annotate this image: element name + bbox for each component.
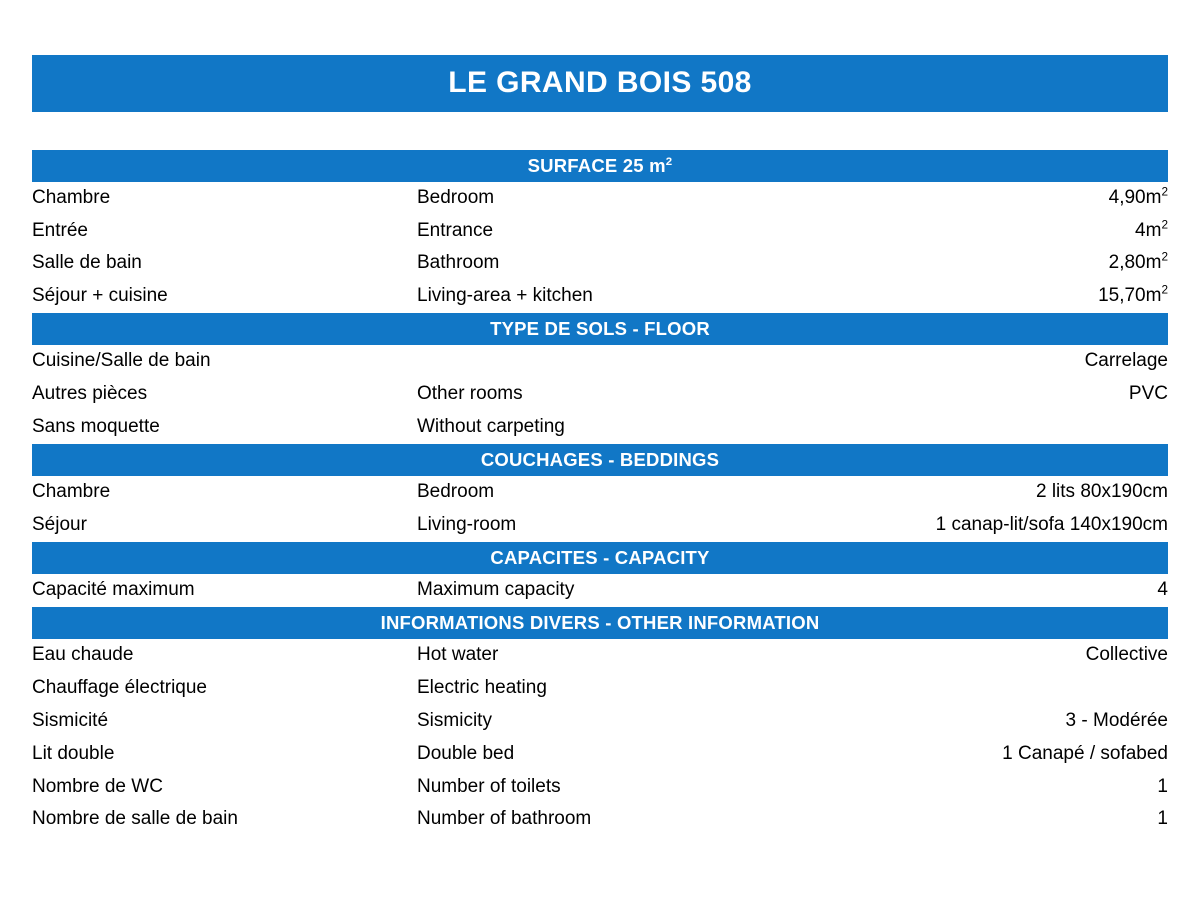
row-value-text: 3 - Modérée bbox=[1065, 709, 1168, 731]
row-value-text: 4m bbox=[1135, 219, 1162, 241]
row-label-fr: Salle de bain bbox=[32, 252, 142, 274]
row-value bbox=[907, 476, 1168, 509]
table-row bbox=[32, 215, 1168, 248]
row-label-en: Sismicity bbox=[417, 709, 492, 731]
row-label-fr: Chambre bbox=[32, 186, 111, 208]
table-row bbox=[32, 411, 1168, 444]
table-row bbox=[32, 280, 1168, 313]
row-label-fr: Chambre bbox=[32, 481, 111, 503]
row-value bbox=[907, 771, 1168, 804]
row-value bbox=[907, 345, 1168, 378]
row-label-fr: Séjour + cuisine bbox=[32, 285, 168, 307]
section-heading-capacity bbox=[32, 542, 1168, 574]
section-heading-floor bbox=[32, 313, 1168, 345]
row-value-superscript: 2 bbox=[1161, 185, 1168, 199]
row-value-text: Collective bbox=[1085, 644, 1168, 666]
row-label-en bbox=[417, 345, 907, 378]
row-value bbox=[907, 672, 1168, 705]
row-label-fr: Nombre de WC bbox=[32, 775, 163, 797]
section-table-beddings bbox=[32, 476, 1168, 542]
row-label-en: Number of bathroom bbox=[417, 808, 592, 830]
row-value-text: 1 canap-lit/sofa 140x190cm bbox=[935, 514, 1168, 536]
sections-container bbox=[32, 150, 1168, 837]
section-heading-other-information bbox=[32, 607, 1168, 639]
row-value-text: 4,90m bbox=[1108, 186, 1162, 208]
row-label-en: Bedroom bbox=[417, 481, 495, 503]
row-value bbox=[907, 215, 1168, 248]
row-value-text: PVC bbox=[1128, 383, 1168, 405]
table-row bbox=[32, 672, 1168, 705]
section-table-surface bbox=[32, 182, 1168, 313]
table-row bbox=[32, 345, 1168, 378]
row-label-en: Number of toilets bbox=[417, 775, 561, 797]
row-label-fr: Nombre de salle de bain bbox=[32, 808, 238, 830]
section-heading-label: SURFACE 25 m bbox=[527, 154, 666, 176]
row-value bbox=[907, 738, 1168, 771]
row-label-fr: Lit double bbox=[32, 742, 115, 764]
row-label-fr: Cuisine/Salle de bain bbox=[32, 350, 211, 372]
row-value-superscript: 2 bbox=[1161, 251, 1168, 265]
row-value bbox=[907, 182, 1168, 215]
row-value bbox=[907, 280, 1168, 313]
section-table-other-information bbox=[32, 639, 1168, 836]
table-row bbox=[32, 247, 1168, 280]
row-label-fr: Eau chaude bbox=[32, 644, 134, 666]
row-value bbox=[907, 378, 1168, 411]
section-heading-label: INFORMATIONS DIVERS - OTHER INFORMATION bbox=[380, 612, 820, 633]
row-value bbox=[907, 509, 1168, 542]
row-label-en: Bathroom bbox=[417, 252, 500, 274]
row-label-en: Bedroom bbox=[417, 186, 495, 208]
row-label-en: Maximum capacity bbox=[417, 579, 575, 601]
row-value bbox=[907, 803, 1168, 836]
section-heading-label: TYPE DE SOLS - FLOOR bbox=[490, 318, 710, 340]
section-table-floor bbox=[32, 345, 1168, 444]
table-row bbox=[32, 378, 1168, 411]
row-value-superscript: 2 bbox=[1161, 283, 1168, 297]
row-label-en: Entrance bbox=[417, 219, 494, 241]
row-label-en: Living-room bbox=[417, 514, 517, 536]
row-value-text: 1 Canapé / sofabed bbox=[1002, 742, 1168, 764]
table-row bbox=[32, 803, 1168, 836]
table-row bbox=[32, 574, 1168, 607]
row-value bbox=[907, 574, 1168, 607]
table-row bbox=[32, 182, 1168, 215]
row-value-text: 1 bbox=[1157, 808, 1168, 830]
page-title: LE GRAND BOIS 508 bbox=[32, 55, 1168, 112]
section-table-capacity bbox=[32, 574, 1168, 607]
table-row bbox=[32, 705, 1168, 738]
row-value-text: 15,70m bbox=[1098, 285, 1162, 307]
row-value-text: Carrelage bbox=[1084, 350, 1168, 372]
row-value bbox=[907, 639, 1168, 672]
row-value-text: 2 lits 80x190cm bbox=[1035, 481, 1168, 503]
row-label-fr: Sans moquette bbox=[32, 416, 160, 438]
section-heading-surface bbox=[32, 150, 1168, 182]
section-heading-label: COUCHAGES - BEDDINGS bbox=[480, 448, 720, 470]
row-label-en: Without carpeting bbox=[417, 416, 565, 438]
table-row bbox=[32, 771, 1168, 804]
row-label-en: Other rooms bbox=[417, 383, 523, 405]
row-value bbox=[907, 705, 1168, 738]
title-spacer bbox=[32, 112, 1168, 150]
row-value-text: 4 bbox=[1157, 579, 1168, 601]
row-label-fr: Autres pièces bbox=[32, 383, 148, 405]
row-label-en: Living-area + kitchen bbox=[417, 285, 593, 307]
row-value bbox=[907, 411, 1168, 444]
table-row bbox=[32, 738, 1168, 771]
row-label-fr: Sismicité bbox=[32, 709, 109, 731]
row-label-en: Electric heating bbox=[417, 677, 547, 699]
table-row bbox=[32, 476, 1168, 509]
section-heading-superscript: 2 bbox=[665, 155, 673, 168]
row-label-en: Hot water bbox=[417, 644, 499, 666]
row-label-fr: Chauffage électrique bbox=[32, 677, 207, 699]
row-value-text: 2,80m bbox=[1108, 252, 1162, 274]
row-value-text: 1 bbox=[1157, 775, 1168, 797]
row-value bbox=[907, 247, 1168, 280]
row-label-en: Double bed bbox=[417, 742, 515, 764]
table-row bbox=[32, 509, 1168, 542]
table-row bbox=[32, 639, 1168, 672]
row-label-fr: Entrée bbox=[32, 219, 88, 241]
row-value-superscript: 2 bbox=[1161, 218, 1168, 232]
row-label-fr: Séjour bbox=[32, 514, 87, 536]
section-heading-beddings bbox=[32, 444, 1168, 476]
section-heading-label: CAPACITES - CAPACITY bbox=[490, 546, 710, 568]
row-label-fr: Capacité maximum bbox=[32, 579, 195, 601]
